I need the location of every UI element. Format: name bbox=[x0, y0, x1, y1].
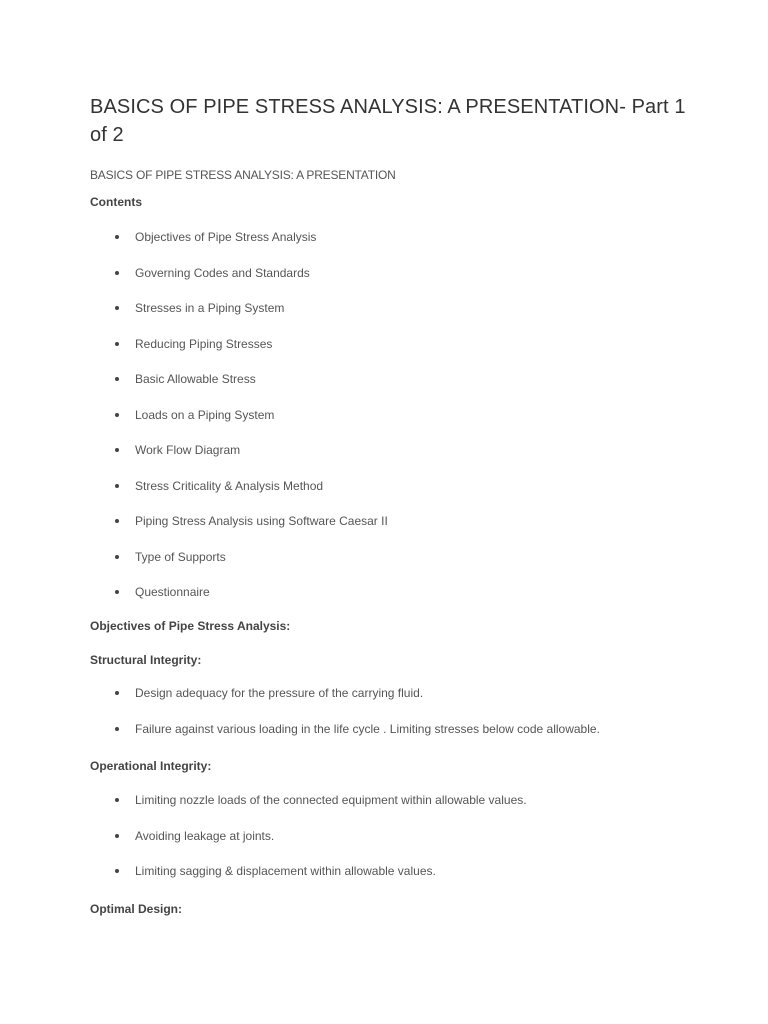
list-item-text: Reducing Piping Stresses bbox=[135, 336, 273, 351]
bullet-icon bbox=[115, 798, 119, 802]
contents-item-supports bbox=[90, 549, 690, 585]
objectives-heading: Objectives of Pipe Stress Analysis: bbox=[90, 619, 291, 633]
list-item-text: Stresses in a Piping System bbox=[135, 301, 285, 315]
list-item-text: Work Flow Diagram bbox=[135, 443, 241, 457]
bullet-icon bbox=[115, 413, 119, 417]
list-item bbox=[90, 685, 690, 721]
document-page bbox=[90, 93, 690, 916]
operational-integrity-heading: Operational Integrity: bbox=[90, 759, 212, 773]
bullet-icon bbox=[115, 306, 119, 310]
list-item-text: Questionnaire bbox=[135, 585, 210, 599]
list-item bbox=[90, 792, 690, 828]
contents-item-questionnaire bbox=[90, 584, 690, 620]
bullet-icon bbox=[115, 484, 119, 488]
list-item-text: Avoiding leakage at joints. bbox=[135, 828, 275, 843]
list-item-text: Piping Stress Analysis using Software Caesar II bbox=[135, 514, 388, 528]
contents-item-allowable bbox=[90, 371, 690, 407]
optimal-design-heading: Optimal Design: bbox=[90, 902, 183, 916]
contents-item-loads bbox=[90, 407, 690, 443]
bullet-icon bbox=[115, 834, 119, 838]
contents-item-criticality bbox=[90, 478, 690, 514]
document-subtitle: BASICS OF PIPE STRESS ANALYSIS: A PRESENTATION bbox=[90, 168, 396, 182]
bullet-icon bbox=[115, 271, 119, 275]
list-item-text: Objectives of Pipe Stress Analysis bbox=[135, 230, 317, 244]
page-title: BASICS OF PIPE STRESS ANALYSIS: A PRESENTATION- Part 1 of 2 bbox=[90, 96, 686, 146]
list-item-text: Failure against various loading in the life cycle . Limiting stresses below code allowable. bbox=[135, 721, 600, 736]
bullet-icon bbox=[115, 555, 119, 559]
list-item bbox=[90, 863, 690, 899]
list-item-text: Limiting sagging & displacement within allowable values. bbox=[135, 864, 436, 878]
bullet-icon bbox=[115, 590, 119, 594]
list-item bbox=[90, 828, 690, 864]
list-item bbox=[90, 721, 690, 757]
list-item-text: Limiting nozzle loads of the connected equipment within allowable values. bbox=[135, 793, 527, 807]
contents-heading: Contents bbox=[90, 195, 142, 209]
contents-item-workflow bbox=[90, 442, 690, 478]
list-item-text: Design adequacy for the pressure of the carrying fluid. bbox=[135, 686, 424, 700]
contents-item-objectives bbox=[90, 229, 690, 265]
contents-item-codes bbox=[90, 265, 690, 301]
list-item-text: Stress Criticality & Analysis Method bbox=[135, 478, 324, 493]
bullet-icon bbox=[115, 235, 119, 239]
list-item-text: Basic Allowable Stress bbox=[135, 372, 256, 386]
bullet-icon bbox=[115, 869, 119, 873]
bullet-icon bbox=[115, 377, 119, 381]
list-item-text: Governing Codes and Standards bbox=[135, 265, 310, 280]
list-item-text: Loads on a Piping System bbox=[135, 407, 275, 422]
contents-item-stresses bbox=[90, 300, 690, 336]
bullet-icon bbox=[115, 519, 119, 523]
bullet-icon bbox=[115, 727, 119, 731]
contents-item-reducing bbox=[90, 336, 690, 372]
structural-integrity-heading: Structural Integrity: bbox=[90, 653, 202, 667]
contents-item-caesar bbox=[90, 513, 690, 549]
list-item-text: Type of Supports bbox=[135, 549, 226, 564]
bullet-icon bbox=[115, 342, 119, 346]
operational-integrity-list bbox=[90, 792, 690, 899]
bullet-icon bbox=[115, 691, 119, 695]
bullet-icon bbox=[115, 448, 119, 452]
contents-list bbox=[90, 229, 690, 620]
structural-integrity-list bbox=[90, 685, 690, 756]
